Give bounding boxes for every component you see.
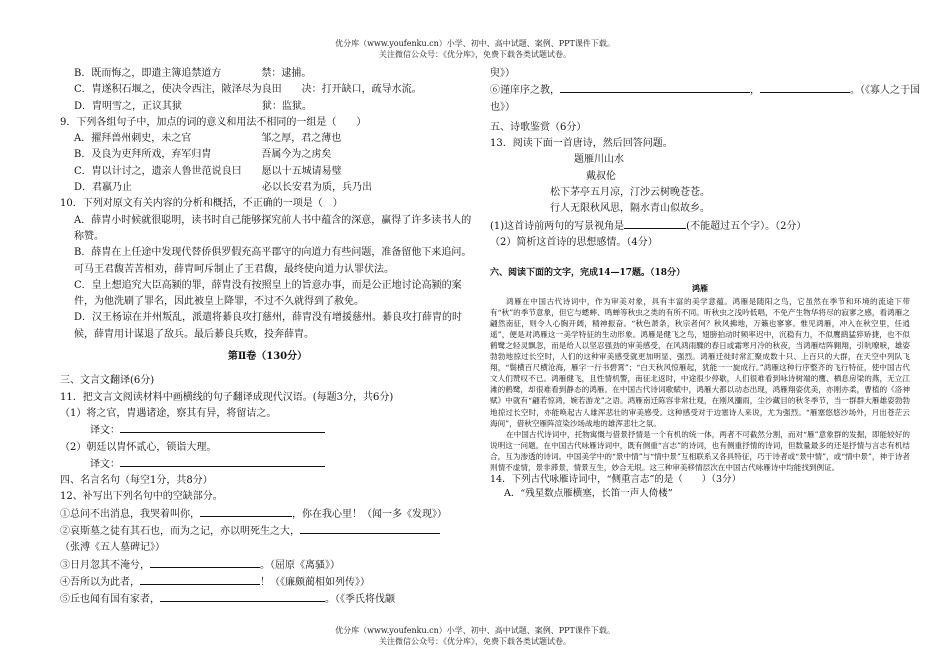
header-line-1: 优分库（www.youfenku.cn）小学、初中、高中试题、案例、PPT课件下载。 <box>335 39 615 48</box>
q11-item-2: （2）朝廷以胄怀贰心，锁诣大理。 <box>60 441 217 453</box>
q9-option-b: B．及良为吏拜所戏，弃军归胄 吾属今为之虏矣 <box>74 149 332 161</box>
q8-option-b: B．既而悔之，即遣主簿追禁道方 禁：逮捕。 <box>74 68 312 79</box>
q12-5-prefix: ⑤丘也闻有国有家者， <box>60 594 160 606</box>
q12-2-prefix: ②哀斯墓之徒有其石也，而为之记，亦以明死生之大， <box>60 526 300 538</box>
section-6-heading: 六、阅读下面的文字，完成14—17题。（18分） <box>490 268 686 279</box>
q9-option-a: A．擢拜兽州刺史，未之官 邹之厚，君之薄也 <box>74 133 342 145</box>
poem-author: 戴叔伦 <box>586 170 616 182</box>
q12-3-suffix: 。（屈原《离骚》） <box>260 559 340 571</box>
q12-item-4 <box>60 574 475 591</box>
q10-stem: 10．下列对原文有关内容的分析和概括，不正确的一项是（ ） <box>60 198 343 210</box>
q12-3-prefix: ③日月忽其不淹兮， <box>60 559 150 571</box>
q9-option-d: D．君嬴乃止 必以长安君为质，兵乃出 <box>74 182 373 194</box>
q13-item-1 <box>490 218 910 235</box>
q10-option-d: D．汉王杨谅在并州叛乱，派遣将綦良攻打慈州，薛胄没有增援慈州。綦良攻打薛胄的时候，薛胄用计谋退了敌兵。最后綦良兵败，投奔薛胄。 <box>74 312 463 340</box>
q12-item-5 <box>60 591 475 608</box>
page-header <box>0 38 950 60</box>
poem-line-2: 行人无限秋风思，隔水青山似故乡。 <box>550 203 710 215</box>
q10-option-b: B．薛胄在上任途中发现代替侨俱罗假充高平郡守的向道力有些问题，准备留他下来追问。可马王君馥苦苦相劝，薛胄呵斥制止了王君馥，最终使向道力认罪伏法。 <box>74 247 472 275</box>
q12-2-blank[interactable] <box>300 523 440 534</box>
translation-1-label: 译文： <box>90 425 120 437</box>
q12-6-suffix: 。（《寡人之于国 <box>850 85 920 97</box>
header-line-2: 关注微信公众号：《优分库》，免费下载各类试题试卷。 <box>379 50 571 59</box>
page-footer <box>0 625 950 647</box>
q14-option-a: A．“残星数点雁横塞，长笛一声人倚楼” <box>504 488 673 500</box>
q12-5-continuation: 臾》） <box>490 68 515 79</box>
part-two-title: 第Ⅱ卷（130分） <box>227 351 308 363</box>
q8-option-c: C．胄遂积石堰之，使决令西注，陂泽尽为良田 决：打开缺口，疏导水流。 <box>74 84 422 96</box>
q9-stem: 9．下列各组句子中，加点的词的意义和用法不相同的一组是（ ） <box>60 116 367 128</box>
translation-2-blank[interactable] <box>120 456 325 467</box>
footer-line-1: 优分库（www.youfenku.cn）小学、初中、高中试题、案例、PPT课件下载。 <box>335 626 615 635</box>
q12-6-continuation: 也》） <box>490 101 515 113</box>
q8-option-d: D．胄明雪之，正议其狱 狱：监狱。 <box>74 100 313 112</box>
q11-item-1: （1）将之官，胄遇诸途，察其有异，将留诘之。 <box>60 407 277 419</box>
section-3-heading: 三、文言文翻译(6分) <box>60 375 155 387</box>
poem-line-1: 松下茅亭五月凉，汀沙云树晚苍苍。 <box>550 187 710 199</box>
essay-paragraph-1: 鸿雁在中国古代诗词中，作为审美对象，具有丰富的美学意蕴。鸿雁是随阳之鸟，它虽然在季节和环境的流途下带有“秋”的季节意象，但它与蟋蟀、鸣蝉等秋虫之类的有所不同。听秋虫之浅吟低唱，不免产生物华将尽的寂寥之感，看鸿雁之翩然南征，则令人心胸开阔，精神振奋。“秋色萧条，秋宗者何？秋风拂地，万籁也寥寥。惟见鸿雁，冲入在秋空里，任逍遥”，便是对鸿雁这一美学特征的生动形象。鸿雁是健飞之鸟，翅膀拍动时频率迟中，沉稳有力，不似鹰鹞猛猝矫捷，也不似鹤鹭之轻灵飘忽，而是给人以坚忍强劲的审美感受，在风鸿雨驟的春日或霜寒月冷的秋夜，当鸿雁结阵翱翔，引吭嘹唳，雄姿勃勃地掠过长空时，人们的这种审美感受就更加明显、强烈。鸿雁迁徙时常汇聚成数十只、上百只的大群，在天空中列队飞翔，“鬓横百尺横沧海，雁字一行书碧霄”；“白天秋风惊雁起，犹能一一旋成行。”鸿雁这种行序整齐的飞行特征，使中国古代文人们赞叹不已。鸿雁健飞，且性情机警，南征北返时，中途很少停歇，人们很难看到咏诗树端的鹰、栖息房梁的燕，无立江滩的鹤鹭，却很难看到静态的鸿雁。在中国古代诗词歌赋中，鸿雁大都以动态出现，鸿雁翔姿优美，亦刚亦柔，曹植的《洛神赋》中就有“翩若惊鸿，婉若游龙”之语。鸿雁南迁陈容非常壮观，在刚风瀰雨，尘沙藏目的秋冬季节，当一群群大雁雄姿勃勃地掠过长空时，亦能唤起古人雄浑悲壮的审美感受。这种感受对于边塞诗人来说，尤为强烈。“雁塞悠悠沙场外，月出苍茫云海间”，借秋空雁阵渲染沙场战地的雄浑悲壮之氛。 <box>490 296 910 428</box>
q12-1-suffix: ，你在我心里！（闻一多《发现》） <box>292 508 447 520</box>
q12-4-prefix: ④吾所以为此者， <box>60 576 140 588</box>
q12-4-blank[interactable] <box>140 574 260 585</box>
q12-1-prefix: ①总问不出消息，我哭着叫你， <box>60 508 200 520</box>
q12-stem: 12、补写出下列名句中的空缺部分。 <box>60 491 223 503</box>
q12-1-blank[interactable] <box>200 506 292 517</box>
translation-2-label: 译文： <box>90 458 120 470</box>
footer-line-2: 关注微信公众号：《优分库》，免费下载各类试题试卷。 <box>379 637 571 646</box>
q9-option-c: C．胄以计讨之，遗亲人鲁世范说良曰 愿以十五城请易璧 <box>74 165 342 177</box>
q13-item-2: （2）简析这首诗的思想感情。（4分） <box>490 236 658 248</box>
q12-item-6: ⑥谨庠序之教， ， 。（《寡人之于国 <box>490 82 910 99</box>
right-column <box>490 66 920 501</box>
q12-5-blank[interactable] <box>160 591 325 602</box>
translation-1-blank[interactable] <box>120 422 325 433</box>
essay-body <box>490 296 910 474</box>
q12-item-3 <box>60 557 475 574</box>
q12-item-1 <box>60 506 475 523</box>
q13-stem: 13．阅读下面一首唐诗，然后回答问题。 <box>490 138 673 150</box>
translation-2-row <box>60 456 475 473</box>
section-4-heading: 四、名言名句（每空1分，共8分） <box>60 475 213 487</box>
q11-stem: 11．把文言文阅读材料中画横线的句子翻译成现代汉语。(每题3分，共6分) <box>60 391 394 403</box>
essay-paragraph-2: 在中国古代诗词中，托物寓慨与借景抒情是一个有机的统一体，两者不可截然分割，而对“雁”意象群的发掘，即能较好的说明这一问题。在中国古代咏雁诗词中，既有侧重“言志”的诗词，也有侧重抒情的诗词，但数量最多的还是抒情与言志有机结合，互为渗透的诗词。中国美学中的“景中情”与“情中景”互相联系又各具特征，巧于诗者或“景中情”，或“情中景”，神于诗者则情不虚情，景非滞景，情景互生，妙合无垠。这三种审美移情层次在中国古代咏雁诗中均能找到例证。 <box>490 429 910 472</box>
q12-3-blank[interactable] <box>150 557 260 568</box>
q10-option-c: C．皇上想追究大臣高颍的罪，薛胄没有按照皇上的旨意办事，而是公正地讨论高颍的案件，为他洗刷了罪名，因此被皇上降罪，不过不久就得到了赦免。 <box>74 279 462 308</box>
q14-stem: 14．下列古代咏雁诗词中，“侧重言志”的是（ ）（3分） <box>490 474 742 486</box>
q13-1-prefix: (1)这首诗前两句的写景视角是 <box>490 220 625 232</box>
q12-5-suffix: 。（《季氏将伐颛 <box>325 594 395 606</box>
translation-1-row <box>60 422 475 439</box>
left-column <box>60 66 475 609</box>
q13-1-suffix: (不能超过五个字）。（2分） <box>686 220 807 232</box>
q13-1-blank[interactable] <box>624 218 686 229</box>
q12-6-prefix: ⑥谨庠序之教， <box>490 85 560 97</box>
q12-6-blank-b[interactable] <box>760 82 850 93</box>
section-5-heading: 五、诗歌鉴赏（6分） <box>490 121 587 133</box>
q12-item-2-source: （张溥《五人墓碑记》） <box>60 542 165 554</box>
q12-item-2 <box>60 523 475 540</box>
q10-option-a: A．薛胄小时候就很聪明，读书时自己能够探究前人书中蕴含的深意，赢得了许多读书人的称赞。 <box>74 214 472 242</box>
poem-title: 题雁川山水 <box>574 154 624 166</box>
q12-4-suffix: ！（《廉颇蔺相如列传》） <box>260 576 370 588</box>
essay-title: 鸿雁 <box>692 282 708 293</box>
q12-6-blank-a[interactable] <box>560 82 750 93</box>
